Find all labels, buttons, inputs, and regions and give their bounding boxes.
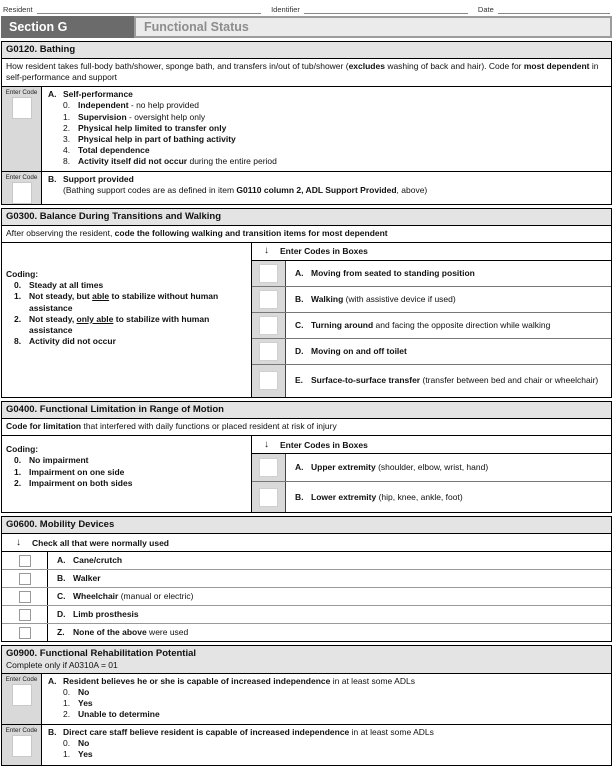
section-g0900 [1,645,612,765]
g0120-header: G0120. Bathing [2,42,611,59]
section-g0300 [1,208,612,398]
option [63,100,607,111]
code-box-column [252,339,286,364]
enter-code-label: Enter Code [5,89,38,97]
g0300e-code-entry-box[interactable] [259,371,278,390]
option-bold: Unable to determine [78,709,160,720]
item-letter: C. [295,319,304,330]
enter-code-column [2,87,42,170]
option-number: 1. [63,749,71,760]
g0600b-checkbox[interactable] [19,573,31,585]
item-bold: Wheelchair [73,591,119,602]
note-text-bold: G0110 column 2, ADL Support Provided [236,184,397,195]
option-number: 8. [14,336,22,347]
item-rest: in at least some ADLs [330,676,415,687]
intro-text: in self-performance and support [6,61,599,83]
g0120-intro [2,59,611,87]
option [63,738,607,749]
g0400-codes-panel [251,436,611,512]
option-text: Not steady, but [29,291,93,302]
coding-option [14,478,247,489]
codes-panel-header [252,243,611,261]
g0900-subtitle: Complete only if A0310A = 01 [6,660,118,671]
code-box-column [252,454,286,481]
option-number: 0. [63,738,71,749]
g0300-header: G0300. Balance During Transitions and Walking [2,209,611,226]
g0400-header: G0400. Functional Limitation in Range of Motion [2,402,611,419]
g0120a-code-entry-box[interactable] [12,97,32,119]
option-number: 4. [63,144,71,155]
option-text: Impairment on both sides [29,477,133,488]
identifier-label: Identifier [271,5,300,14]
g0400a-code-entry-box[interactable] [259,458,278,477]
g0900-a-content [42,674,611,724]
option-bold: Total dependence [78,144,150,155]
g0400b-code-entry-box[interactable] [259,488,278,507]
item-bold: Moving on and off toilet [311,345,407,356]
g0300-item-c [252,313,611,339]
item-rest: (with assistive device if used) [343,293,456,304]
note-text: (Bathing support codes are as defined in item [63,184,237,195]
coding-option [14,280,247,291]
option-text: to stabilize with human assistance [29,313,210,336]
enter-code-column [2,674,42,724]
g0300-item-e [252,365,611,397]
codes-panel-header-label: Enter Codes in Boxes [280,439,368,450]
g0300c-code-entry-box[interactable] [259,316,278,335]
option-number: 0. [63,100,71,111]
item-title: Support provided [63,173,134,184]
option-bold: Physical help in part of bathing activity [78,133,236,144]
option-bold: Yes [78,698,93,709]
option-number: 1. [63,111,71,122]
g0900b-code-entry-box[interactable] [12,735,32,757]
option [63,687,607,698]
section-g0120 [1,41,612,205]
option [63,123,607,134]
item-rest: and facing the opposite direction while walking [373,319,551,330]
option-number: 0. [63,687,71,698]
item-rest: (shoulder, elbow, wrist, hand) [375,462,489,473]
option [63,156,607,167]
code-box-column [252,261,286,286]
g0600a-checkbox[interactable] [19,555,31,567]
option-bold: No [78,687,90,698]
identifier-field-line[interactable] [304,3,468,14]
intro-text-bold: excludes [348,61,385,71]
item-rest: (transfer between bed and chair or wheelchair) [420,375,599,386]
intro-text: that interfered with daily functions or placed resident at risk of injury [81,420,337,431]
codes-panel-header-label: Enter Codes in Boxes [280,246,368,257]
option-number: 2. [14,477,22,488]
down-arrow-icon: ↓ [264,438,269,450]
g0600c-checkbox[interactable] [19,591,31,603]
item-letter: B. [57,573,66,584]
option-number: 2. [63,709,71,720]
note-text: , above) [396,184,428,195]
option-number: 1. [14,466,22,477]
g0600-item-b [2,570,611,588]
item-bold: Cane/crutch [73,555,123,566]
checkbox-column [2,588,47,605]
item-bold: Lower extremity [311,491,377,502]
coding-option [14,336,247,347]
item-rest: (manual or electric) [118,591,194,602]
g0600d-checkbox[interactable] [19,609,31,621]
item-letter: Z. [57,627,65,638]
option-bold: Physical help limited to transfer only [78,122,227,133]
item-letter: D. [57,609,66,620]
option-number: 2. [63,122,71,133]
coding-option [14,467,247,478]
date-label: Date [477,5,494,14]
g0900-header [2,646,611,674]
section-g0400 [1,401,612,513]
item-bold: Upper extremity [311,462,376,473]
option-rest: - oversight help only [126,111,206,122]
g0300-coding-area [2,243,251,397]
g0400-item-a [252,454,611,482]
item-bold: Surface-to-surface transfer [311,375,421,386]
item-letter: B. [295,293,304,304]
g0120-row-a [2,87,611,171]
option-text: Not steady, [29,313,77,324]
option-number: 0. [14,455,22,466]
resident-label: Resident [3,5,33,14]
g0300-item-a [252,261,611,287]
g0300-codes-panel [251,243,611,397]
coding-option [14,455,247,466]
code-box-column [252,365,286,397]
option-rest: during the entire period [187,155,277,166]
date-field-line[interactable] [498,3,610,14]
g0300b-code-entry-box[interactable] [259,290,278,309]
option-rest: - no help provided [128,100,199,111]
checkbox-column [2,606,47,623]
coding-option [14,314,247,336]
check-header-label: Check all that were normally used [32,537,169,548]
item-rest: (hip, knee, ankle, foot) [376,491,463,502]
g0300d-code-entry-box[interactable] [259,342,278,361]
checkbox-column [2,570,47,587]
g0600-item-d [2,606,611,624]
item-title: Self-performance [63,89,133,100]
section-id: Section G [1,16,134,38]
down-arrow-icon: ↓ [264,245,269,257]
option [63,698,607,709]
g0400-intro [2,419,611,436]
item-letter: B. [295,491,304,502]
option [63,709,607,720]
g0300-intro [2,226,611,243]
item-letter: A. [295,267,304,278]
intro-text-bold: Code for limitation [6,420,82,431]
option-text: Steady at all times [29,280,104,291]
option-number: 1. [14,291,22,302]
g0900a-code-entry-box[interactable] [12,684,32,706]
g0120-b-content [42,172,611,204]
g0600-item-c [2,588,611,606]
option-bold: Activity itself did not occur [78,155,188,166]
option [63,134,607,145]
item-bold: Walking [311,293,344,304]
option-text-underlined: able [92,291,110,302]
option-text: to stabilize without human assistance [29,291,219,313]
item-letter: D. [295,345,304,356]
option-text: Impairment on one side [29,466,125,477]
item-bold: Walker [73,573,101,584]
item-letter: A. [295,462,304,473]
g0120-b-note [63,185,607,196]
g0600-check-header [2,534,611,552]
intro-text: How resident takes full-body bath/shower, sponge bath, and transfers in/out of tub/shower ( [6,61,349,71]
enter-code-column [2,172,42,204]
checkbox-column [2,552,47,569]
g0300-item-b [252,287,611,313]
item-bold: Moving from seated to standing position [311,267,475,278]
item-letter: B. [48,727,57,738]
item-letter: A. [48,89,57,100]
item-rest: were used [146,627,189,638]
item-bold: None of the above [73,627,147,638]
item-bold: Limb prosthesis [73,609,139,620]
option-number: 2. [14,313,22,324]
codes-panel-header [252,436,611,454]
enter-code-label: Enter Code [5,676,38,684]
intro-text: After observing the resident, [6,227,115,238]
item-letter: E. [295,375,304,386]
g0600-header: G0600. Mobility Devices [2,517,611,534]
down-arrow-icon: ↓ [16,536,21,548]
coding-title: Coding: [6,444,39,455]
option-number: 1. [63,698,71,709]
item-letter: A. [57,555,66,566]
g0120b-code-entry-box[interactable] [12,182,32,204]
resident-field-line[interactable] [37,3,261,14]
enter-code-label: Enter Code [5,173,38,181]
option-bold: Independent [78,100,129,111]
g0120-a-content [42,87,611,170]
g0300a-code-entry-box[interactable] [259,264,278,283]
option-text: Activity did not occur [29,336,116,347]
option-bold: No [78,738,90,749]
item-rest: in at least some ADLs [349,727,434,738]
intro-text: washing of back and hair). Code for [384,61,524,71]
g0300-item-d [252,339,611,365]
item-letter: B. [48,173,57,184]
intro-text-bold: code the following walking and transition items for most dependent [114,227,388,238]
option-number: 8. [63,155,71,166]
g0600z-checkbox[interactable] [19,627,31,639]
option-text-underlined: only able [76,313,114,324]
option [63,145,607,156]
g0900-row-a [2,674,611,725]
option [63,112,607,123]
g0900-b-content [42,725,611,764]
item-bold: Direct care staff believe resident is capable of increased independence [63,727,350,738]
enter-code-column [2,725,42,764]
coding-option [14,291,247,313]
section-header-bar [1,16,612,38]
code-box-column [252,313,286,338]
item-letter: C. [57,591,66,602]
option-bold: Yes [78,749,93,760]
g0120-row-b [2,172,611,204]
g0600-item-z [2,624,611,641]
section-g0600 [1,516,612,642]
code-box-column [252,287,286,312]
section-title: Functional Status [134,16,612,38]
intro-text-bold: most dependent [523,61,590,71]
checkbox-column [2,624,47,641]
g0900-row-b [2,725,611,764]
code-box-column [252,482,286,512]
g0600-item-a [2,552,611,570]
option-number: 3. [63,133,71,144]
option [63,749,607,760]
g0400-coding-area [2,436,251,512]
option-bold: Supervision [78,111,127,122]
form-meta-row [1,0,612,15]
enter-code-label: Enter Code [5,727,38,735]
coding-title: Coding: [6,268,39,279]
item-bold: Turning around [311,319,374,330]
option-number: 0. [14,280,22,291]
item-letter: A. [48,676,57,687]
item-bold: Resident believes he or she is capable of increased independence [63,676,331,687]
option-text: No impairment [29,455,89,466]
g0400-item-b [252,482,611,512]
g0900-title: G0900. Functional Rehabilitation Potential [6,648,197,660]
